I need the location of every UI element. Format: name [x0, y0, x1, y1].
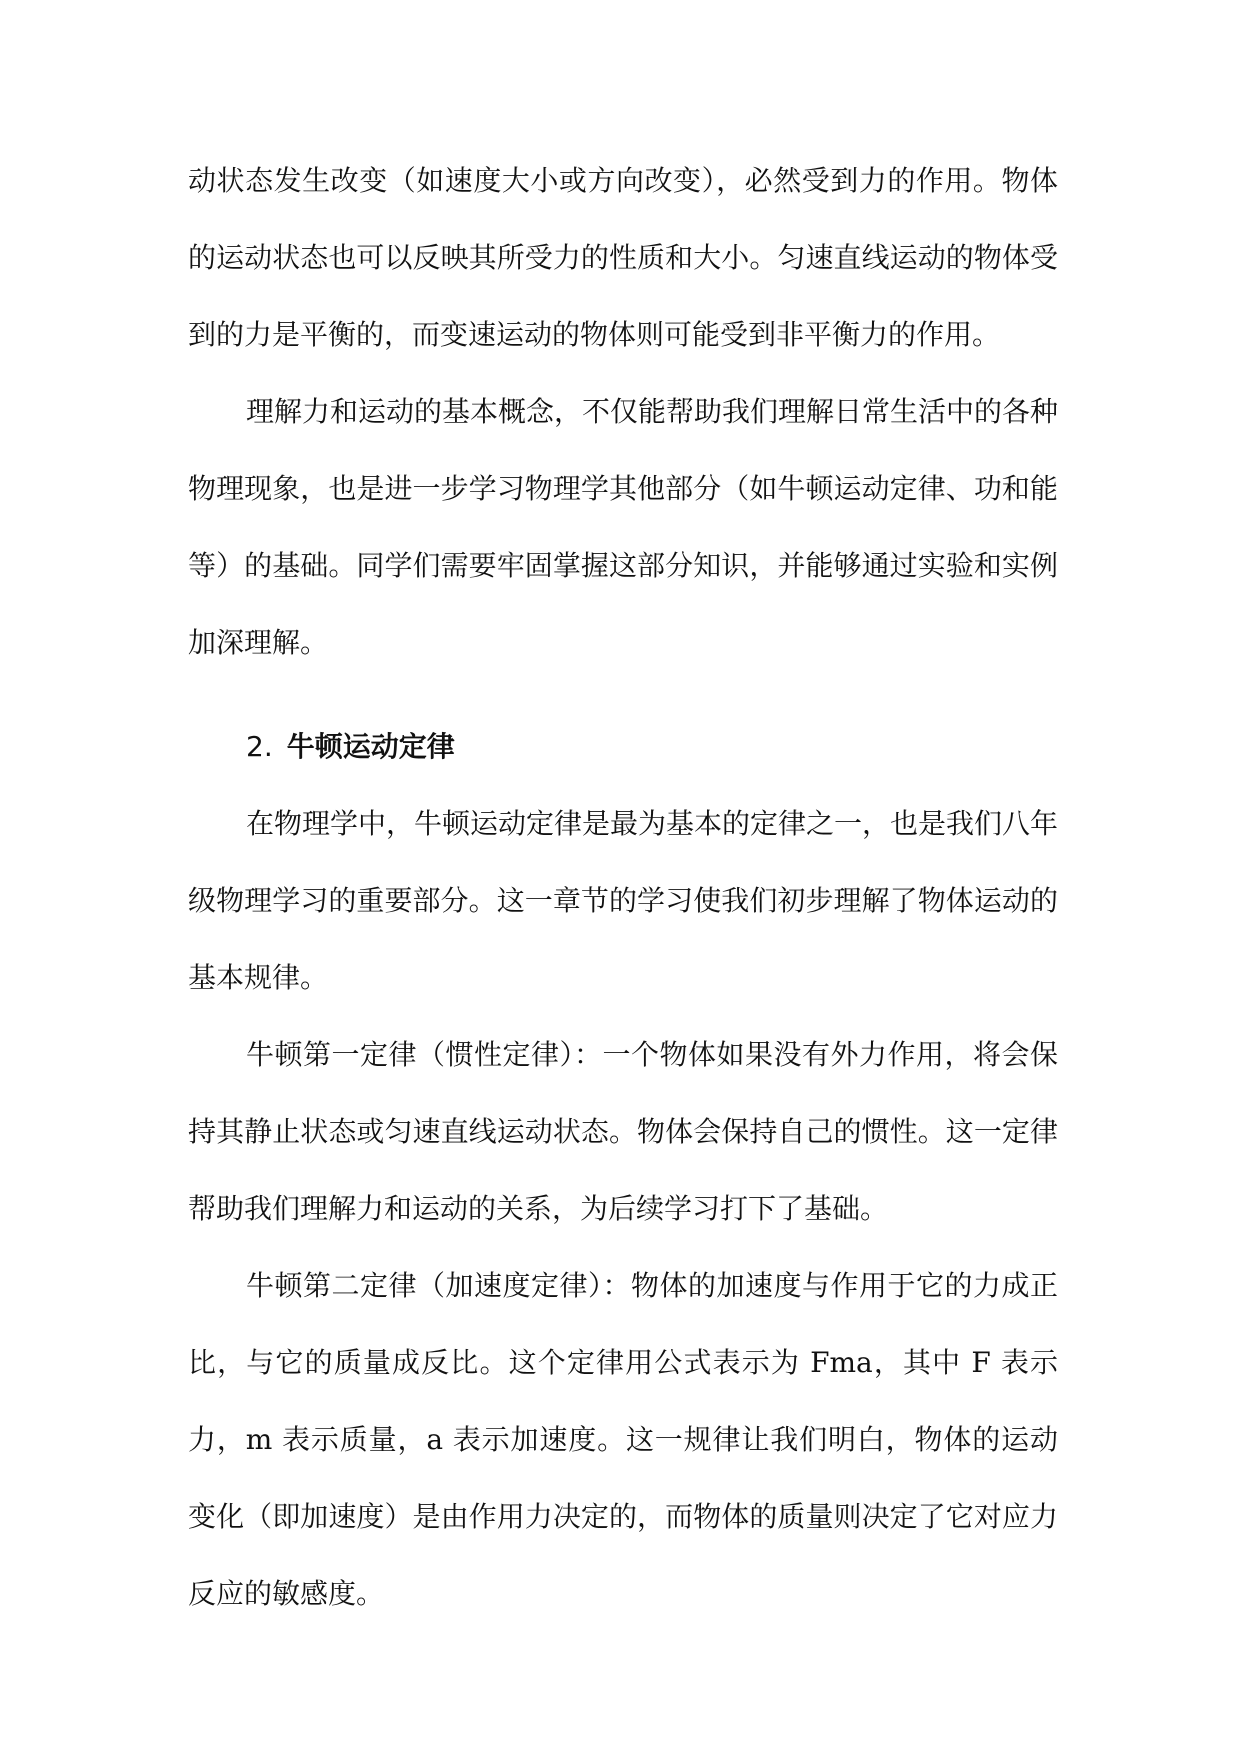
section-heading: [188, 708, 1058, 785]
document-body: [188, 142, 1058, 1632]
paragraph-newton-first-law: 牛顿第一定律（惯性定律）：一个物体如果没有外力作用，将会保持其静止状态或匀速直线运动状态。物体会保持自己的惯性。这一定律帮助我们理解力和运动的关系，为后续学习打下了基础。: [188, 1038, 1058, 1225]
section-title: 牛顿运动定律: [286, 730, 455, 763]
section-number: 2.: [246, 730, 273, 763]
paragraph-understanding: 理解力和运动的基本概念，不仅能帮助我们理解日常生活中的各种物理现象，也是进一步学习物理学其他部分（如牛顿运动定律、功和能等）的基础。同学们需要牢固掌握这部分知识，并能够通过实验和实例加深理解。: [188, 395, 1059, 659]
paragraph-newton-second-law: 牛顿第二定律（加速度定律）：物体的加速度与作用于它的力成正比，与它的质量成反比。这个定律用公式表示为 Fma，其中 F 表示力，m 表示质量，a 表示加速度。这一规律让我们明白，物体的运动变化（即加速度）是由作用力决定的，而物体的质量则决定了它对应力反应的敏感度。: [188, 1269, 1058, 1610]
paragraph-newton-intro: 在物理学中，牛顿运动定律是最为基本的定律之一，也是我们八年级物理学习的重要部分。这一章节的学习使我们初步理解了物体运动的基本规律。: [188, 807, 1059, 994]
paragraph-continued: 动状态发生改变（如速度大小或方向改变），必然受到力的作用。物体的运动状态也可以反映其所受力的性质和大小。匀速直线运动的物体受到的力是平衡的，而变速运动的物体则可能受到非平衡力的作用。: [188, 164, 1058, 351]
